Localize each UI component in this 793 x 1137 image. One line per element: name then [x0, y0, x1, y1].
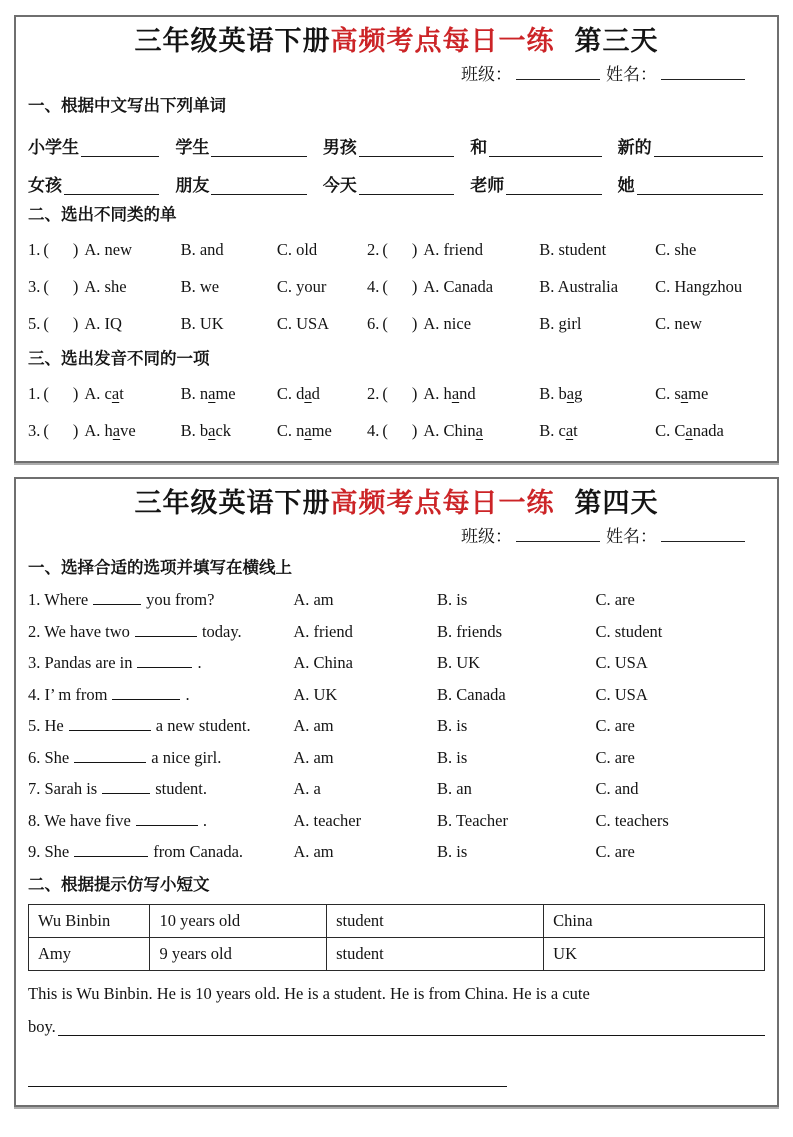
hint-cell-country: UK: [544, 937, 765, 970]
question-row: [28, 742, 765, 774]
answer-blank-line: [359, 175, 454, 195]
question-text: 7. Sarah is student.: [28, 779, 207, 798]
hint-cell-name: Amy: [29, 937, 150, 970]
question-row: [28, 836, 765, 868]
question-number: 1.: [28, 384, 41, 403]
open-paren: (: [382, 277, 388, 296]
option-b: B. is: [437, 590, 468, 609]
open-paren: (: [43, 240, 49, 259]
hint-cell-role: student: [327, 904, 544, 937]
underlined-vowel: a: [111, 384, 120, 403]
option-a: A. friend: [293, 621, 353, 641]
choice-item: [367, 375, 765, 412]
option-c: C. dad: [276, 384, 320, 403]
vocab-cell: [470, 136, 617, 160]
question-number: 1.: [28, 240, 41, 259]
question-text: 8. We have five .: [28, 810, 207, 830]
question-number: 2.: [367, 240, 380, 259]
answer-blank-line: [112, 686, 180, 700]
choice-item: [28, 268, 367, 305]
title-day: 第四天: [574, 488, 659, 518]
open-paren: (: [43, 421, 49, 440]
option-b: B. friends: [437, 621, 503, 641]
answer-blank-line: [359, 137, 454, 157]
close-paren: ): [72, 314, 79, 333]
option-a: A. am: [293, 842, 334, 861]
section-heading-writing: 二、根据提示仿写小短文: [28, 874, 210, 894]
vocab-word-chinese: 今天: [322, 176, 357, 195]
vocab-row: [28, 122, 765, 160]
option-b: B. an: [437, 779, 472, 798]
option-a: A. am: [293, 590, 334, 609]
answer-blank-line: [637, 175, 763, 195]
option-a: A. cat: [84, 384, 124, 403]
answer-blank-line: [489, 137, 601, 157]
answer-blank-line: [211, 175, 306, 195]
question-row: [28, 616, 765, 648]
vocab-row: [28, 160, 765, 198]
vocab-cell: [618, 174, 765, 198]
question-text: 6. She a nice girl.: [28, 747, 222, 767]
option-b: B. girl: [539, 314, 582, 333]
option-b: B. back: [180, 421, 232, 440]
choice-item: [367, 305, 765, 342]
option-c: C. Canada: [655, 421, 724, 440]
hint-cell-age: 10 years old: [150, 904, 327, 937]
underlined-vowel: a: [112, 421, 121, 440]
paragraph-line-2: [28, 1010, 765, 1043]
section-heading-odd-one-out: 二、选出不同类的单: [28, 205, 177, 224]
option-a: A. China: [423, 421, 483, 440]
answer-blank-line: [81, 137, 159, 157]
option-b: B. Australia: [539, 277, 619, 296]
vocab-cell: [28, 174, 175, 198]
option-c: C. new: [655, 314, 702, 333]
option-a: A. teacher: [293, 810, 362, 830]
question-number: 3.: [28, 277, 41, 296]
underlined-vowel: a: [208, 421, 216, 440]
option-a: A. a: [293, 779, 321, 798]
title-part-red: 高频考点每日一练: [330, 26, 555, 56]
title-day: 第三天: [574, 26, 659, 56]
paragraph-line-1: This is Wu Binbin. He is 10 years old. He is a student. He is from China. He is a cute: [28, 983, 590, 1003]
option-b: B. and: [180, 240, 224, 259]
option-a: A. China: [293, 653, 353, 672]
answer-blank-line: [211, 137, 306, 157]
option-a: A. am: [293, 747, 334, 767]
option-a: A. she: [84, 277, 127, 296]
underlined-vowel: a: [451, 384, 460, 403]
question-text: 4. I’ m from .: [28, 684, 190, 704]
vocab-word-chinese: 小学生: [28, 138, 79, 157]
close-paren: ): [72, 277, 79, 296]
question-row: [28, 773, 765, 805]
option-b: B. cat: [539, 421, 578, 440]
underlined-vowel: a: [565, 421, 574, 440]
class-blank-line: [516, 64, 600, 80]
option-c: C. are: [595, 747, 635, 767]
odd-one-out-items: [28, 231, 765, 342]
title-part-red: 高频考点每日一练: [330, 488, 555, 518]
close-paren: ): [411, 240, 418, 259]
question-number: 6.: [367, 314, 380, 333]
option-a: A. friend: [423, 240, 483, 259]
option-b: B. we: [180, 277, 220, 296]
section-heading-pronunciation: 三、选出发音不同的一项: [28, 349, 210, 368]
vocab-word-chinese: 男孩: [322, 138, 357, 157]
question-number: 5.: [28, 314, 41, 333]
question-number: 4.: [367, 421, 380, 440]
hint-cell-age: 9 years old: [150, 937, 327, 970]
option-c: C. are: [595, 716, 635, 735]
paragraph-line-2-text: boy.: [28, 1016, 56, 1036]
answer-blank-line: [74, 749, 146, 763]
option-c: C. same: [655, 384, 709, 403]
option-a: A. am: [293, 716, 334, 735]
title-part-black: 三年级英语下册: [134, 26, 331, 56]
choice-item: [367, 231, 765, 268]
vocab-cell: [28, 136, 175, 160]
underlined-vowel: a: [566, 384, 575, 403]
option-c: C. USA: [595, 684, 648, 704]
vocab-cell: [175, 136, 322, 160]
underlined-vowel: a: [685, 421, 693, 440]
choice-item: [28, 305, 367, 342]
option-c: C. are: [595, 842, 635, 861]
hint-cell-role: student: [327, 937, 544, 970]
open-paren: (: [382, 240, 388, 259]
option-b: B. is: [437, 747, 468, 767]
vocab-word-chinese: 新的: [617, 138, 652, 157]
option-c: C. USA: [276, 314, 330, 333]
multiple-choice-list: [28, 584, 765, 868]
answer-blank-line: [137, 654, 192, 668]
hint-table: [28, 904, 765, 971]
answer-blank-line: [506, 175, 601, 195]
option-b: B. is: [437, 842, 468, 861]
name-label: 姓名：: [606, 65, 657, 84]
option-b: B. is: [437, 716, 468, 735]
hint-cell-country: China: [544, 904, 765, 937]
choice-item: [28, 412, 367, 449]
underlined-vowel: a: [208, 384, 216, 403]
option-c: C. she: [655, 240, 697, 259]
vocab-cell: [323, 174, 470, 198]
vocab-word-chinese: 学生: [175, 138, 210, 157]
option-c: C. student: [595, 621, 663, 641]
option-a: A. hand: [423, 384, 476, 403]
worksheet-page-day3: [14, 15, 779, 463]
question-row: [28, 805, 765, 837]
writing-blank-line-2: [28, 1055, 507, 1087]
class-label: 班级：: [461, 65, 512, 84]
underlined-vowel: a: [475, 421, 483, 440]
question-row: [28, 647, 765, 679]
option-a: A. IQ: [84, 314, 122, 333]
class-name-line: [28, 61, 765, 89]
vocab-word-chinese: 女孩: [28, 176, 62, 195]
option-b: B. Teacher: [437, 810, 508, 830]
answer-blank-line: [654, 137, 763, 157]
class-blank-line: [516, 526, 600, 542]
option-c: C. Hangzhou: [655, 277, 743, 296]
answer-blank-line: [135, 623, 197, 637]
worksheet-page-day4: [14, 477, 779, 1107]
hint-table-row: [29, 904, 765, 937]
question-text: 1. Where you from?: [28, 590, 215, 609]
question-number: 2.: [367, 384, 380, 403]
underlined-vowel: a: [304, 421, 312, 440]
close-paren: ): [72, 240, 79, 259]
question-text: 3. Pandas are in .: [28, 653, 202, 672]
vocab-cell: [618, 136, 765, 160]
close-paren: ): [411, 421, 418, 440]
hint-cell-name: Wu Binbin: [29, 904, 150, 937]
class-name-line: [28, 523, 765, 551]
open-paren: (: [382, 314, 388, 333]
open-paren: (: [43, 314, 49, 333]
answer-blank-line: [102, 780, 150, 794]
section-heading-multiple-choice: 一、选择合适的选项并填写在横线上: [28, 558, 292, 577]
title-part-black: 三年级英语下册: [134, 488, 331, 518]
open-paren: (: [382, 421, 388, 440]
underlined-vowel: a: [680, 384, 689, 403]
vocab-word-chinese: 和: [470, 138, 488, 157]
question-row: [28, 710, 765, 742]
vocab-cell: [323, 136, 470, 160]
close-paren: ): [72, 421, 79, 440]
page-title: [28, 21, 765, 61]
close-paren: ): [411, 384, 418, 403]
answer-blank-line: [69, 717, 151, 731]
option-c: C. your: [276, 277, 327, 296]
page-title: [28, 483, 765, 523]
vocab-cell: [470, 174, 617, 198]
question-number: 4.: [367, 277, 380, 296]
choice-item: [28, 375, 367, 412]
close-paren: ): [411, 314, 418, 333]
open-paren: (: [43, 277, 49, 296]
option-c: C. USA: [595, 653, 648, 672]
option-a: A. have: [84, 421, 136, 440]
option-a: A. UK: [293, 684, 338, 704]
option-c: C. and: [595, 779, 639, 798]
option-b: B. student: [539, 240, 607, 259]
answer-blank-line: [74, 843, 148, 857]
underlined-vowel: a: [304, 384, 312, 403]
vocab-cell: [175, 174, 322, 198]
option-b: B. Canada: [437, 684, 506, 704]
vocab-word-chinese: 老师: [470, 176, 505, 195]
option-c: C. are: [595, 590, 635, 609]
option-a: A. new: [84, 240, 133, 259]
hint-table-row: [29, 937, 765, 970]
question-text: 5. He a new student.: [28, 716, 251, 735]
option-a: A. nice: [423, 314, 472, 333]
open-paren: (: [43, 384, 49, 403]
name-blank-line: [661, 526, 745, 542]
option-b: B. name: [180, 384, 236, 403]
pronunciation-items: [28, 375, 765, 449]
question-text: 2. We have two today.: [28, 621, 242, 641]
option-c: C. teachers: [595, 810, 669, 830]
question-row: [28, 679, 765, 711]
option-c: C. name: [276, 421, 332, 440]
model-paragraph: [28, 977, 765, 1087]
question-row: [28, 584, 765, 616]
choice-item: [28, 231, 367, 268]
name-blank-line: [661, 64, 745, 80]
class-label: 班级：: [461, 527, 512, 546]
vocab-word-chinese: 她: [617, 176, 635, 195]
option-b: B. UK: [180, 314, 224, 333]
writing-blank-line: [58, 1035, 765, 1036]
question-text: 9. She from Canada.: [28, 842, 244, 861]
option-b: B. bag: [539, 384, 583, 403]
name-label: 姓名：: [606, 527, 657, 546]
question-number: 3.: [28, 421, 41, 440]
section-heading-vocab: 一、根据中文写出下列单词: [28, 96, 226, 115]
option-b: B. UK: [437, 653, 481, 672]
vocab-word-chinese: 朋友: [175, 176, 210, 195]
close-paren: ): [411, 277, 418, 296]
answer-blank-line: [93, 591, 141, 605]
option-a: A. Canada: [423, 277, 494, 296]
choice-item: [367, 412, 765, 449]
answer-blank-line: [64, 175, 159, 195]
answer-blank-line: [136, 812, 198, 826]
option-c: C. old: [276, 240, 318, 259]
choice-item: [367, 268, 765, 305]
open-paren: (: [382, 384, 388, 403]
close-paren: ): [72, 384, 79, 403]
